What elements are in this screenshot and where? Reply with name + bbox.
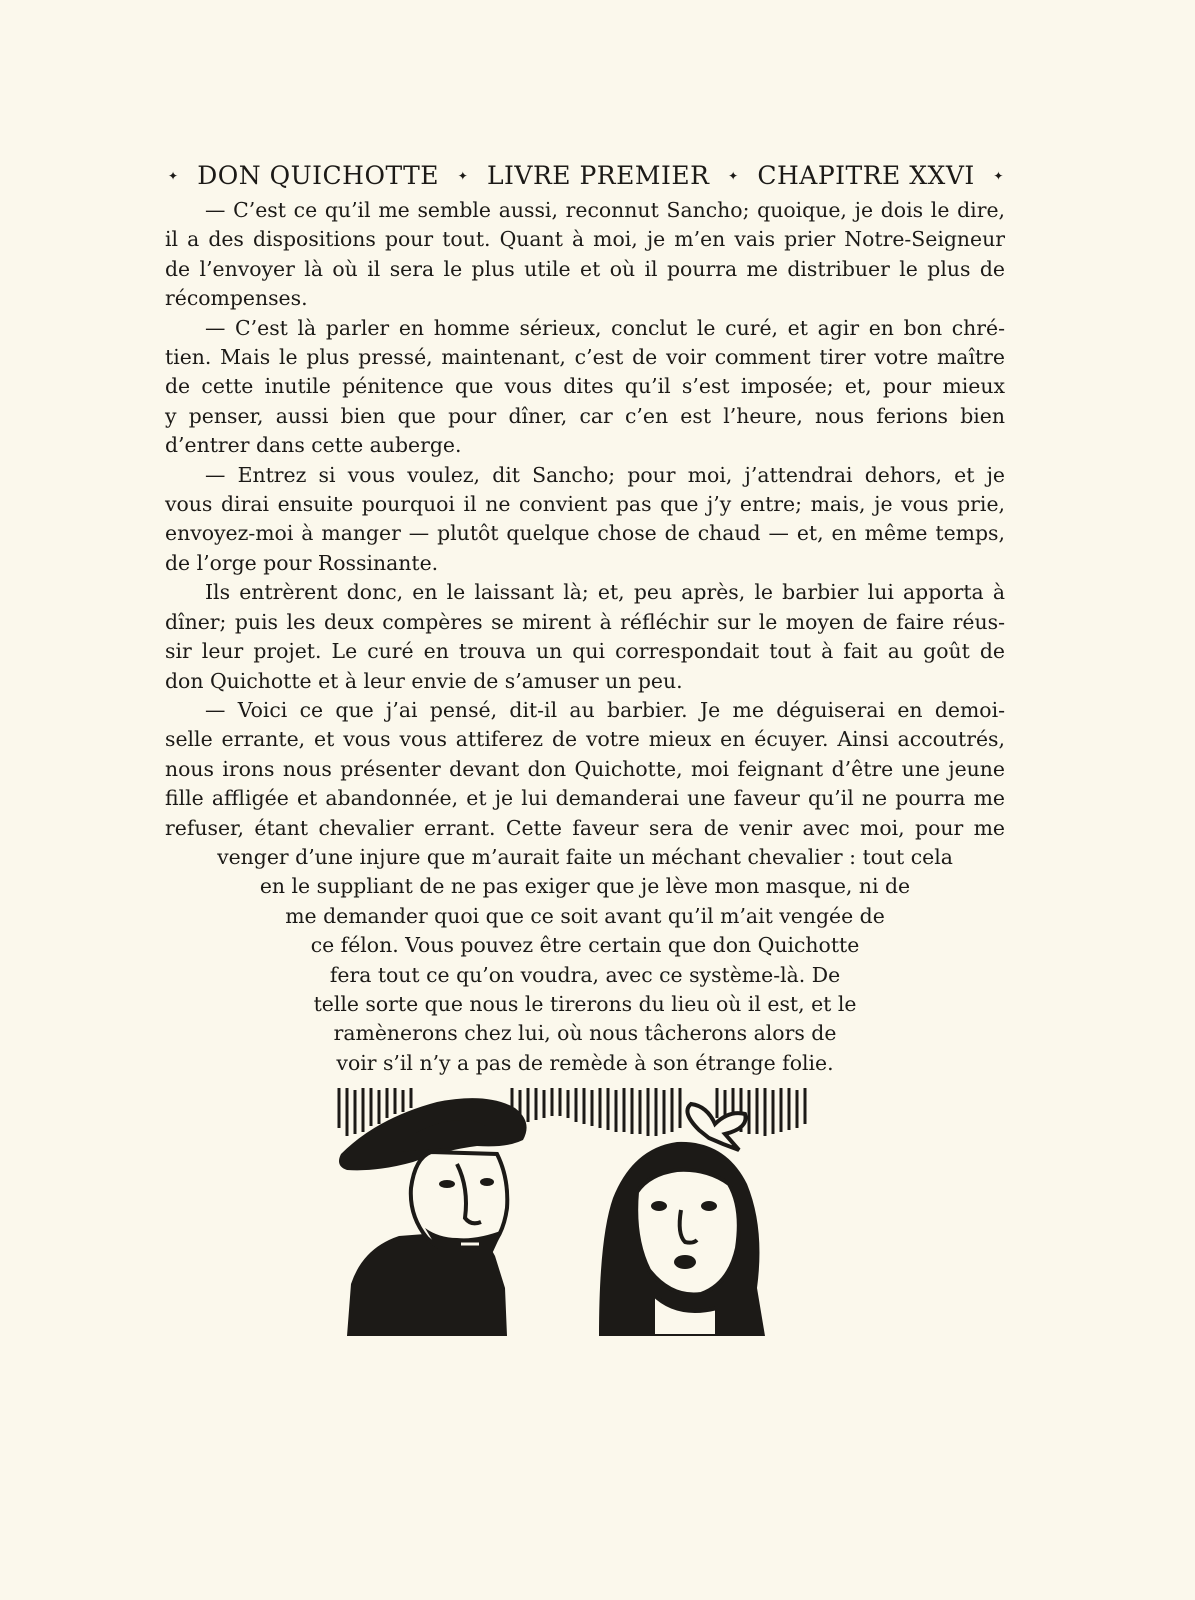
chapter-title: CHAPITRE XXVI bbox=[757, 161, 975, 190]
text-line: Ils entrèrent donc, en le laissant là; et, peu après, le barbier lui apporta à bbox=[205, 580, 1005, 605]
text-line: — Voici ce que j’ai pensé, dit-il au barbier. Je me déguiserai en demoi- bbox=[205, 697, 1005, 722]
text-line: fera tout ce qu’on voudra, avec ce système-là. De bbox=[329, 962, 841, 987]
text-line: fille affligée et abandonnée, et je lui demanderai une faveur qu’il ne pourra me bbox=[165, 786, 1005, 811]
text-line: ramènerons chez lui, où nous tâcherons alors de bbox=[333, 1021, 837, 1046]
text-line: refuser, étant chevalier errant. Cette faveur sera de venir avec moi, pour me bbox=[165, 815, 1005, 840]
ornament-separator: ✦ bbox=[457, 169, 469, 183]
text-line: d’entrer dans cette auberge. bbox=[165, 433, 462, 458]
text-line: — C’est ce qu’il me semble aussi, reconnut Sancho; quoique, je dois le dire, bbox=[205, 198, 1005, 222]
man-with-hat bbox=[339, 1098, 527, 1336]
text-line: récompenses. bbox=[165, 286, 308, 311]
text-line: ce félon. Vous pouvez être certain que don Quichotte bbox=[310, 933, 860, 958]
text-line: — Entrez si vous voulez, dit Sancho; pour moi, j’attendrai dehors, et je bbox=[205, 462, 1005, 487]
chapter-text bbox=[165, 196, 1005, 1078]
text-line: de l’orge pour Rossinante. bbox=[165, 550, 439, 575]
text-line: y penser, aussi bien que pour dîner, car c’en est l’heure, nous ferions bien bbox=[165, 403, 1005, 428]
text-line: don Quichotte et à leur envie de s’amuser un peu. bbox=[165, 668, 683, 693]
book-title: DON QUICHOTTE bbox=[197, 161, 440, 190]
text-line: vous dirai ensuite pourquoi il ne convient pas que j’y entre; mais, je vous prie, bbox=[165, 492, 1005, 517]
text-line: envoyez-moi à manger — plutôt quelque chose de chaud — et, en même temps, bbox=[165, 521, 1005, 546]
text-line: de cette inutile pénitence que vous dites qu’il s’est imposée; et, pour mieux bbox=[165, 374, 1005, 399]
ornament-separator: ✦ bbox=[993, 169, 1004, 183]
volume-title: LIVRE PREMIER bbox=[486, 161, 710, 190]
text-line: selle errante, et vous vous attiferez de votre mieux en écuyer. Ainsi accoutrés, bbox=[165, 727, 1005, 752]
text-line: il a des dispositions pour tout. Quant à moi, je m’en vais prier Notre-Seigneur bbox=[165, 227, 1005, 252]
text-line: dîner; puis les deux compères se mirent à réfléchir sur le moyen de faire réus- bbox=[165, 609, 1005, 634]
text-line: en le suppliant de ne pas exiger que je lève mon masque, ni de bbox=[259, 874, 911, 899]
text-line: nous irons nous présenter devant don Quichotte, moi feignant d’être une jeune bbox=[165, 756, 1005, 781]
text-line: sir leur projet. Le curé en trouva un qui correspondait tout à fait au goût de bbox=[165, 639, 1005, 664]
text-line: tien. Mais le plus pressé, maintenant, c’est de voir comment tirer votre maître bbox=[165, 345, 1005, 370]
text-line: de l’envoyer là où il sera le plus utile et où il pourra me distribuer le plus de bbox=[165, 256, 1005, 281]
ornament-separator: ✦ bbox=[168, 169, 179, 183]
text-line: me demander quoi que ce soit avant qu’il m’ait vengée de bbox=[285, 903, 885, 928]
woman-with-bow bbox=[599, 1104, 765, 1336]
text-line: telle sorte que nous le tirerons du lieu où il est, et le bbox=[313, 991, 857, 1016]
text-line: — C’est là parler en homme sérieux, conclut le curé, et agir en bon chré- bbox=[205, 315, 1005, 340]
text-line: venger d’une injure que m’aurait faite un méchant chevalier : tout cela bbox=[217, 844, 953, 869]
ornament-separator: ✦ bbox=[728, 169, 739, 183]
text-line: voir s’il n’y a pas de remède à son étrange folie. bbox=[336, 1050, 834, 1075]
woodcut-illustration bbox=[337, 1088, 831, 1336]
running-header bbox=[168, 160, 1004, 192]
